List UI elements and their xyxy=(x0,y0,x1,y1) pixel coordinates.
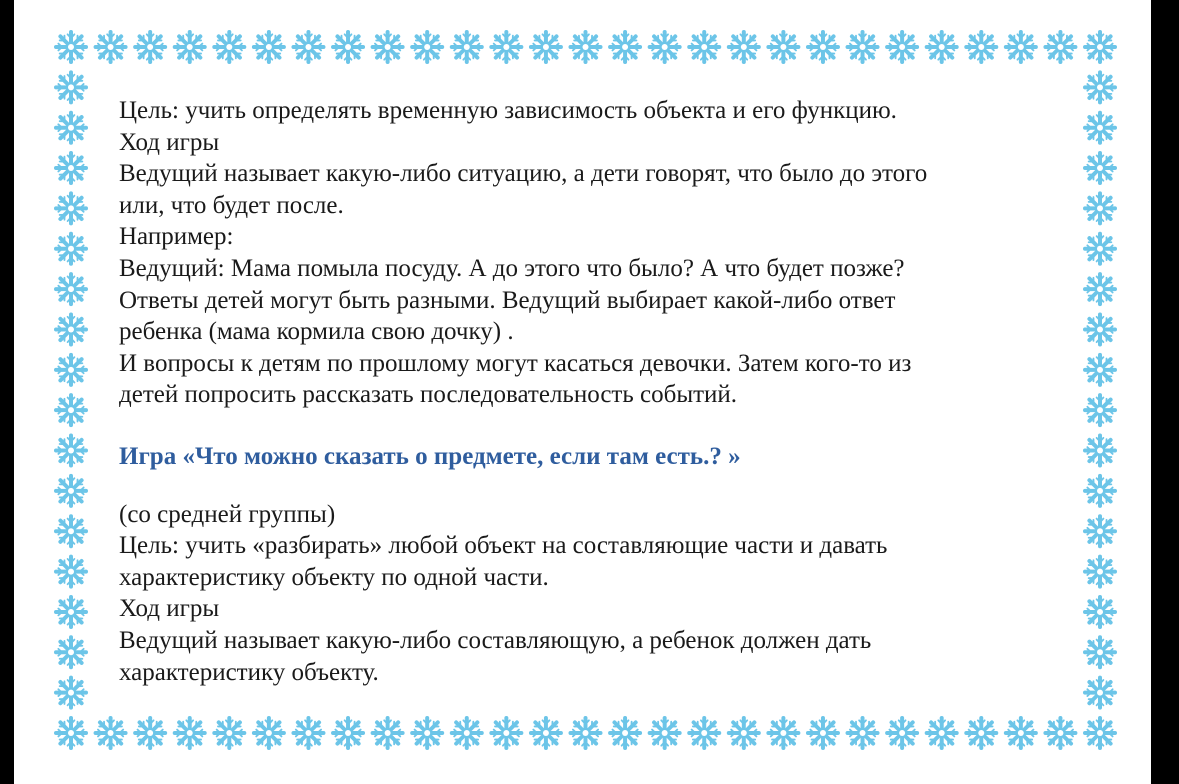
snowflake-icon xyxy=(254,718,284,748)
snowflake-icon xyxy=(1085,678,1115,708)
snowflake-icon xyxy=(1085,234,1115,264)
game-course-label: Ход игры xyxy=(119,595,220,623)
snowflake-icon xyxy=(1085,557,1115,587)
snowflake-icon xyxy=(1085,637,1115,667)
snowflake-icon xyxy=(373,718,403,748)
snowflake-icon xyxy=(452,32,482,62)
snowflake-icon xyxy=(610,32,640,62)
snowflake-icon xyxy=(491,718,521,748)
snowflake-icon xyxy=(808,718,838,748)
example-label: Например: xyxy=(119,223,234,251)
snowflake-icon xyxy=(412,718,442,748)
text-line: ребенка (мама кормила свою дочку) . xyxy=(119,318,514,346)
snowflake-icon xyxy=(1085,597,1115,627)
snowflake-icon xyxy=(1085,314,1115,344)
snowflake-icon xyxy=(135,718,165,748)
snowflake-icon xyxy=(56,597,86,627)
snowflake-icon xyxy=(214,32,244,62)
snowflake-icon xyxy=(729,32,759,62)
snowflake-icon xyxy=(1085,274,1115,304)
snowflake-icon xyxy=(848,32,878,62)
snowflake-icon xyxy=(293,32,323,62)
snowflake-icon xyxy=(56,234,86,264)
snowflake-icon xyxy=(571,32,601,62)
snowflake-icon xyxy=(927,32,957,62)
snowflake-icon xyxy=(56,193,86,223)
snowflake-icon xyxy=(96,32,126,62)
text-line: или, что будет после. xyxy=(119,191,344,219)
snowflake-icon xyxy=(1085,718,1115,748)
snowflake-icon xyxy=(1085,395,1115,425)
snowflake-icon xyxy=(1085,516,1115,546)
snowflake-icon xyxy=(293,718,323,748)
text-line: Ведущий: Мама помыла посуду. А до этого что было? А что будет позже? xyxy=(119,254,905,282)
snowflake-icon xyxy=(175,718,205,748)
snowflake-icon xyxy=(1085,476,1115,506)
snowflake-icon xyxy=(1085,153,1115,183)
snowflake-icon xyxy=(56,436,86,466)
text-line: Ответы детей могут быть разными. Ведущий выбирает какой-либо ответ xyxy=(119,286,896,314)
goal-line: Цель: учить «разбирать» любой объект на составляющие части и давать xyxy=(119,532,888,560)
snowflake-icon xyxy=(1085,193,1115,223)
snowflake-icon xyxy=(452,718,482,748)
section-2 xyxy=(119,499,1049,689)
snowflake-icon xyxy=(1085,32,1115,62)
snowflake-icon xyxy=(1045,32,1075,62)
snowflake-icon xyxy=(1085,72,1115,102)
snowflake-icon xyxy=(56,274,86,304)
snowflake-icon xyxy=(1045,718,1075,748)
snowflake-icon xyxy=(966,718,996,748)
snowflake-icon xyxy=(56,557,86,587)
snowflake-icon xyxy=(333,32,363,62)
snowflake-icon xyxy=(56,395,86,425)
snowflake-icon xyxy=(927,718,957,748)
snowflake-icon xyxy=(531,32,561,62)
snowflake-icon xyxy=(610,718,640,748)
goal-line: Цель: учить определять временную зависимость объекта и его функцию. xyxy=(119,97,897,124)
snowflake-icon xyxy=(56,314,86,344)
snowflake-icon xyxy=(966,32,996,62)
text-line: характеристику объекту по одной части. xyxy=(119,563,549,591)
text-content xyxy=(119,95,1049,688)
snowflake-icon xyxy=(768,718,798,748)
text-line: характеристику объекту. xyxy=(119,658,379,686)
snowflake-icon xyxy=(1085,355,1115,385)
snowflake-icon xyxy=(214,718,244,748)
snowflake-icon xyxy=(135,32,165,62)
snowflake-icon xyxy=(175,32,205,62)
snowflake-icon xyxy=(1006,32,1036,62)
snowflake-icon xyxy=(56,718,86,748)
snowflake-icon xyxy=(96,718,126,748)
snowflake-icon xyxy=(491,32,521,62)
snowflake-icon xyxy=(531,718,561,748)
snowflake-icon xyxy=(650,718,680,748)
text-line: Ведущий называет какую-либо составляющую, а ребенок должен дать xyxy=(119,626,872,654)
snowflake-icon xyxy=(689,718,719,748)
snowflake-icon xyxy=(56,153,86,183)
snowflake-icon xyxy=(254,32,284,62)
text-line: детей попросить рассказать последовательность событий. xyxy=(119,381,738,409)
snowflake-icon xyxy=(887,718,917,748)
snowflake-icon xyxy=(56,637,86,667)
snowflake-icon xyxy=(887,32,917,62)
snowflake-icon xyxy=(571,718,601,748)
snowflake-icon xyxy=(1085,436,1115,466)
snowflake-icon xyxy=(689,32,719,62)
snowflake-icon xyxy=(56,355,86,385)
snowflake-icon xyxy=(56,516,86,546)
snowflake-icon xyxy=(56,72,86,102)
snowflake-icon xyxy=(56,32,86,62)
snowflake-icon xyxy=(373,32,403,62)
snowflake-icon xyxy=(1085,113,1115,143)
snowflake-icon xyxy=(808,32,838,62)
text-line: И вопросы к детям по прошлому могут касаться девочки. Затем кого-то из xyxy=(119,349,912,377)
game-course-label: Ход игры xyxy=(119,128,220,156)
snowflake-icon xyxy=(729,718,759,748)
section-1 xyxy=(119,95,1049,411)
snowflake-icon xyxy=(768,32,798,62)
document-page xyxy=(14,0,1151,784)
snowflake-icon xyxy=(56,113,86,143)
snowflake-icon xyxy=(1006,718,1036,748)
snowflake-icon xyxy=(848,718,878,748)
snowflake-icon xyxy=(56,678,86,708)
text-line: Ведущий называет какую-либо ситуацию, а дети говорят, что было до этого xyxy=(119,160,928,188)
group-note: (со средней группы) xyxy=(119,500,336,528)
game-heading: Игра «Что можно сказать о предмете, если там есть.? » xyxy=(119,442,741,470)
snowflake-icon xyxy=(56,476,86,506)
snowflake-icon xyxy=(412,32,442,62)
snowflake-icon xyxy=(650,32,680,62)
snowflake-icon xyxy=(333,718,363,748)
